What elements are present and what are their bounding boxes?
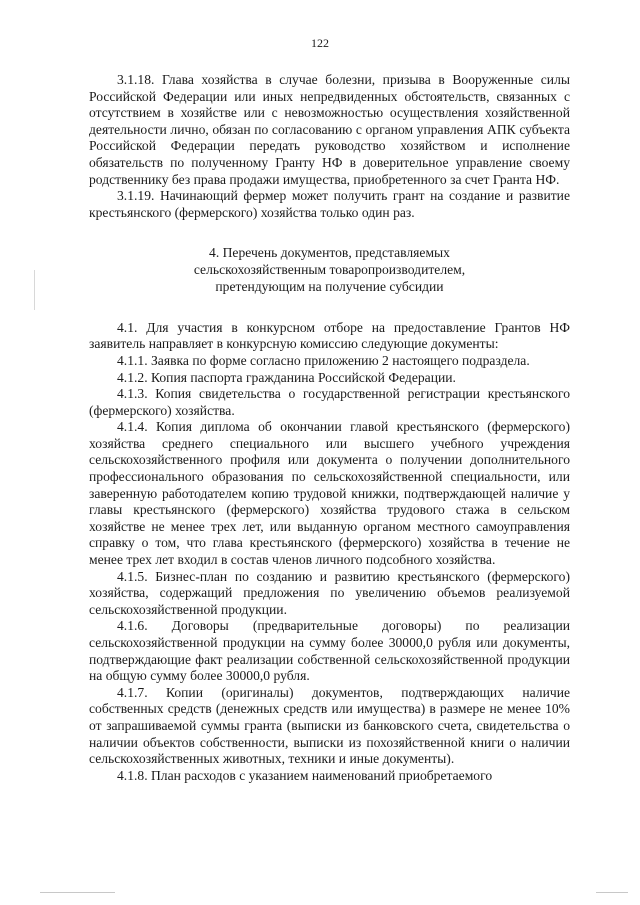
paragraph-3-1-18: 3.1.18. Глава хозяйства в случае болезни, призыва в Вооруженные силы Российской Федерации или иных непредвиденных обстоятельств, связанных с отсутствием в хозяйстве или с невозможностью осуществления хозяйственной деятельности лично, обязан по согласованию с органом управления АПК субъекта Российской Федерации передать руководство хозяйством и исполнение обязательств по полученному Гранту НФ в доверительное управление своему родственнику без права продажи имущества, приобретенного за счет Гранта НФ. bbox=[89, 72, 570, 187]
paragraph-4-1-4: 4.1.4. Копия диплома об окончании главой крестьянского (фермерского) хозяйства среднего специального или высшего учебного учреждения сельскохозяйственного профиля или документа о получении дополнительного профессионального образования по сельскохозяйственной специальности, или заверенную работодателем копию трудовой книжки, подтверждающей наличие у главы крестьянского (фермерского) хозяйства трудового стажа в сельском хозяйстве не менее трех лет, или выданную органом местного самоуправления справку о том, что глава крестьянского (фермерского) хозяйства в течение не менее трех лет входил в состав членов личного подсобного хозяйства. bbox=[89, 419, 570, 568]
section-heading-line-1: 4. Перечень документов, представляемых bbox=[209, 245, 450, 261]
paragraph-3-1-19: 3.1.19. Начинающий фермер может получить грант на создание и развитие крестьянского (фермерского) хозяйства только один раз. bbox=[89, 188, 570, 220]
section-heading-line-3: претендующим на получение субсидии bbox=[215, 278, 444, 294]
scan-bottom-mark-left bbox=[40, 892, 115, 893]
scan-bottom-mark-right bbox=[596, 892, 628, 893]
paragraph-4-1: 4.1. Для участия в конкурсном отборе на предоставление Грантов НФ заявитель направляет в конкурсную комиссию следующие документы: bbox=[89, 319, 570, 352]
page-number: 122 bbox=[311, 36, 329, 50]
paragraph-4-1-7: 4.1.7. Копии (оригиналы) документов, подтверждающих наличие собственных средств (денежных средств или имущества) в размере не менее 10% от запрашиваемой суммы гранта (выписки из банковского счета, свидетельства о наличии объектов собственности, выписки из похозяйственной книги о наличии сельскохозяйственных животных, техники и иные документы). bbox=[89, 684, 570, 767]
scan-margin-mark bbox=[34, 270, 35, 310]
paragraph-4-1-5: 4.1.5. Бизнес-план по созданию и развитию крестьянского (фермерского) хозяйства, содержащий предложения по увеличению объемов реализуемой сельскохозяйственной продукции. bbox=[89, 568, 570, 617]
section-heading bbox=[89, 245, 570, 295]
paragraph-4-1-2: 4.1.2. Копия паспорта гражданина Российской Федерации. bbox=[117, 369, 456, 385]
paragraph-4-1-1: 4.1.1. Заявка по форме согласно приложению 2 настоящего подраздела. bbox=[117, 352, 530, 368]
section-heading-line-2: сельскохозяйственным товаропроизводителем, bbox=[193, 262, 466, 278]
paragraph-4-1-6: 4.1.6. Договоры (предварительные договоры) по реализации сельскохозяйственной продукции на сумму более 30000,0 рубля или документы, подтверждающие факт реализации собственной сельскохозяйственной продукции на общую сумму более 30000,0 рубля. bbox=[89, 618, 570, 684]
document-body bbox=[89, 72, 570, 784]
paragraph-4-1-3: 4.1.3. Копия свидетельства о государственной регистрации крестьянского (фермерского) хозяйства. bbox=[89, 386, 570, 418]
paragraph-4-1-8: 4.1.8. План расходов с указанием наименований приобретаемого bbox=[117, 767, 493, 783]
